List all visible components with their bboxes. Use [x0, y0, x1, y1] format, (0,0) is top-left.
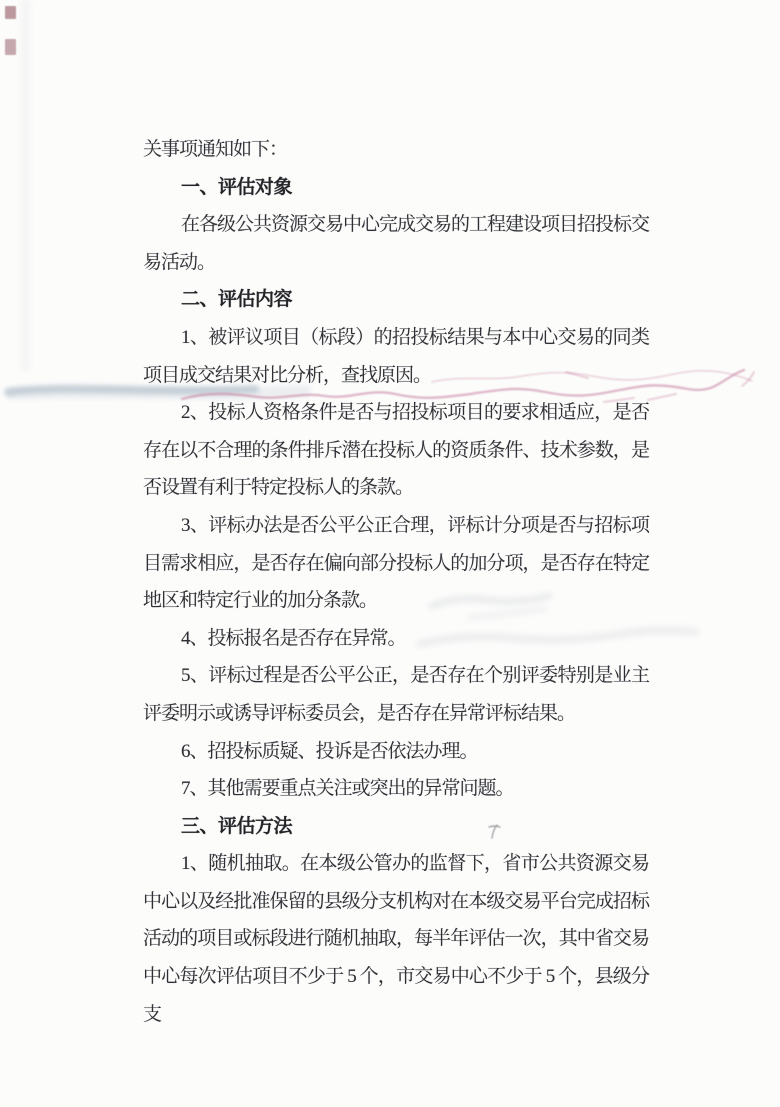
- section-heading-evaluation-target: 一、评估对象: [181, 176, 293, 198]
- paragraph: 6、招投标质疑、投诉是否依法办理。: [181, 740, 478, 762]
- scan-edge-streak: [21, 0, 30, 370]
- paragraph: 7、其他需要重点关注或突出的异常问题。: [181, 778, 514, 800]
- paragraph: 2、投标人资格条件是否与招投标项目的要求相适应，是否存在以不合理的条件排斥潜在投标人的资质条件、技术参数，是否设置有利于特定投标人的条款。: [143, 402, 649, 499]
- paragraph: 3、评标办法是否公平公正合理，评标计分项是否与招标项目需求相应，是否存在偏向部分投标人的加分项，是否存在特定地区和特定行业的加分条款。: [143, 514, 649, 612]
- paragraph: 5、评标过程是否公平公正，是否存在个别评委特别是业主评委明示或诱导评标委员会，是否存在异常评标结果。: [143, 665, 649, 724]
- paragraph: 1、被评议项目（标段）的招投标结果与本中心交易的同类项目成交结果对比分析，查找原因。: [143, 326, 649, 386]
- document-body: [143, 131, 649, 1033]
- section-heading-evaluation-content: 二、评估内容: [181, 289, 293, 311]
- paragraph: 1、随机抽取。在本级公管办的监督下，省市公共资源交易中心以及经批准保留的县级分支机构对在本级交易平台完成招标活动的项目或标段进行随机抽取，每半年评估一次，其中省交易中心每次评估项目不少于 5 个，市交易中心不少于 5 个，县级分支: [143, 853, 649, 1025]
- corner-stamp-mark: [5, 39, 16, 55]
- corner-stamp-mark: [5, 6, 16, 19]
- section-heading-evaluation-method: 三、评估方法: [181, 815, 293, 837]
- continuation-line: 关事项通知如下：: [143, 139, 288, 160]
- paragraph: 4、投标报名是否存在异常。: [181, 627, 406, 649]
- paragraph: 在各级公共资源交易中心完成交易的工程建设项目招投标交易活动。: [143, 214, 650, 273]
